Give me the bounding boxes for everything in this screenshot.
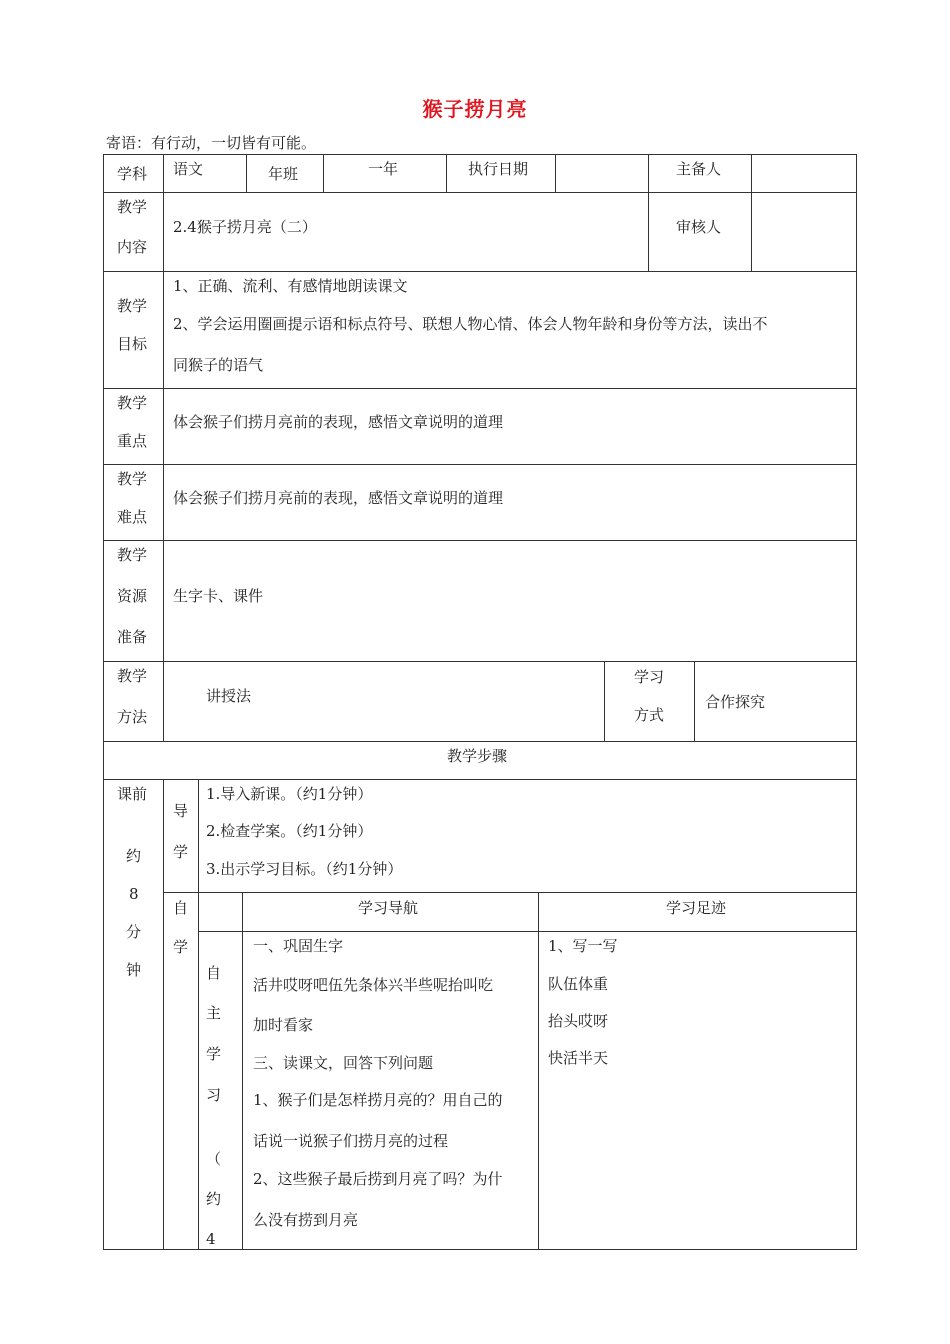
content-label-2: 内容 [117, 238, 148, 256]
sub-label-char: （ [206, 1150, 222, 1168]
content-label-1: 教学 [117, 198, 148, 216]
goal-line-3: 同猴子的语气 [173, 356, 264, 374]
sub-label-char: 习 [206, 1086, 222, 1104]
study-label-2: 方式 [634, 706, 665, 724]
nav-line: 1、猴子们是怎样捞月亮的？用自己的 [253, 1091, 503, 1109]
resources-label-1: 教学 [117, 546, 148, 564]
content-value: 2.4猴子捞月亮（二） [173, 218, 317, 236]
sub-label-char: 4 [206, 1230, 216, 1248]
preclass-label-3: 8 [129, 885, 139, 903]
nav-line: 加时看家 [253, 1016, 314, 1034]
preclass-label-4: 分 [126, 923, 142, 941]
resources-value: 生字卡、课件 [173, 587, 264, 605]
page-title: 猴子捞月亮 [422, 97, 528, 121]
nav-line: 么没有捞到月亮 [253, 1211, 359, 1229]
focus-label-1: 教学 [117, 394, 148, 412]
preclass-label-2: 约 [126, 847, 142, 865]
guide-label-1: 导 [173, 802, 189, 820]
goal-line-1: 1、正确、流利、有感情地朗读课文 [173, 277, 408, 295]
preclass-label-1: 课前 [117, 785, 148, 803]
subject-label: 学科 [117, 165, 148, 183]
sub-label-char: 主 [206, 1004, 222, 1022]
resources-label-2: 资源 [117, 587, 148, 605]
trace-line: 快活半天 [548, 1049, 609, 1067]
grade-label: 年班 [268, 165, 299, 183]
preclass-label-5: 钟 [126, 961, 142, 979]
method-value: 讲授法 [206, 687, 252, 705]
study-value: 合作探究 [705, 693, 766, 711]
sub-label-char: 学 [206, 1045, 222, 1063]
focus-value: 体会猴子们捞月亮前的表现，感悟文章说明的道理 [173, 413, 504, 431]
trace-line: 队伍体重 [548, 975, 609, 993]
nav-line: 话说一说猴子们捞月亮的过程 [253, 1132, 449, 1150]
guide-step-2: 2.检查学案。（约1分钟） [206, 822, 373, 840]
difficulty-label-2: 难点 [117, 508, 148, 526]
study-label-1: 学习 [634, 668, 665, 686]
motto: 寄语：有行动，一切皆有可能。 [106, 134, 317, 152]
sub-label-char: 约 [206, 1190, 222, 1208]
nav-line: 三、读课文，回答下列问题 [253, 1054, 434, 1072]
guide-label-2: 学 [173, 843, 189, 861]
nav-line: 一、巩固生字 [253, 937, 344, 955]
goals-label-2: 目标 [117, 335, 148, 353]
subject-value: 语文 [173, 160, 204, 178]
trace-line: 抬头哎呀 [548, 1012, 609, 1030]
selfstudy-label-1: 自 [173, 899, 189, 917]
method-label-1: 教学 [117, 667, 148, 685]
grade-value: 一年 [368, 160, 399, 178]
guide-step-1: 1.导入新课。（约1分钟） [206, 785, 373, 803]
goal-line-2: 2、学会运用圈画提示语和标点符号、联想人物心情、体会人物年龄和身份等方法，读出不 [173, 315, 768, 333]
nav-header: 学习导航 [358, 899, 419, 917]
difficulty-value: 体会猴子们捞月亮前的表现，感悟文章说明的道理 [173, 489, 504, 507]
guide-step-3: 3.出示学习目标。（约1分钟） [206, 860, 403, 878]
nav-line: 2、这些猴子最后捞到月亮了吗？为什 [253, 1170, 503, 1188]
trace-header: 学习足迹 [666, 899, 727, 917]
goals-label-1: 教学 [117, 297, 148, 315]
method-label-2: 方法 [117, 708, 148, 726]
nav-line: 活井哎呀吧伍先条体兴半些呢抬叫吃 [253, 976, 494, 994]
trace-line: 1、写一写 [548, 937, 618, 955]
sub-label-char: 自 [206, 964, 222, 982]
preparer-label: 主备人 [676, 160, 722, 178]
focus-label-2: 重点 [117, 432, 148, 450]
reviewer-label: 审核人 [676, 218, 722, 236]
resources-label-3: 准备 [117, 628, 148, 646]
difficulty-label-1: 教学 [117, 470, 148, 488]
date-label: 执行日期 [468, 160, 529, 178]
steps-header: 教学步骤 [447, 747, 508, 765]
selfstudy-label-2: 学 [173, 938, 189, 956]
